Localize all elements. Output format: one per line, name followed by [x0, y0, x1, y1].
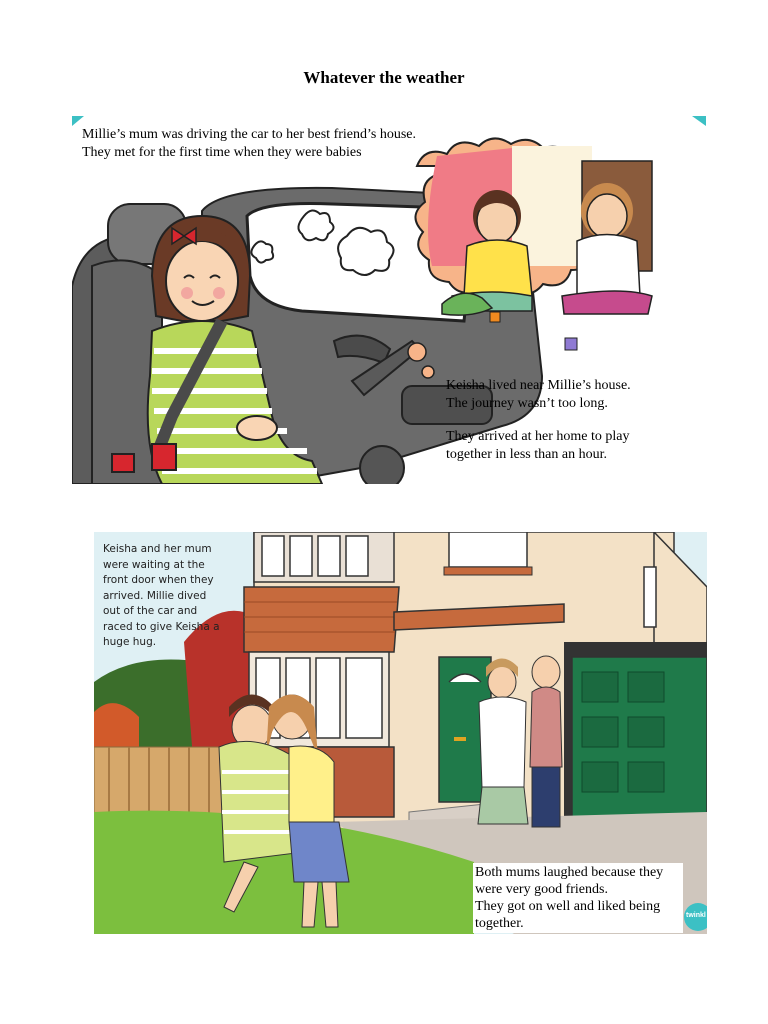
story-illustration-car: [72, 116, 706, 484]
caption-line: They arrived at her home to play: [446, 429, 630, 444]
caption-line: raced to give Keisha a: [103, 620, 220, 633]
caption-line: Keisha and her mum: [103, 543, 212, 555]
caption-keisha-nearby: [446, 377, 631, 413]
caption-waiting-at-door: [103, 542, 220, 651]
caption-line: The journey wasn’t too long.: [446, 396, 608, 411]
caption-line: Millie’s mum was driving the car to her best friend’s house.: [82, 127, 416, 142]
caption-line: together.: [475, 916, 524, 931]
caption-line: were very good friends.: [475, 882, 608, 897]
caption-car-journey: [82, 126, 416, 162]
caption-line: They got on well and liked being: [475, 899, 661, 914]
caption-line: Both mums laughed because they: [475, 865, 664, 880]
caption-line: front door when they: [103, 574, 214, 586]
page-title: Whatever the weather: [303, 68, 465, 87]
caption-line: Keisha lived near Millie’s house.: [446, 378, 631, 393]
caption-line: huge hug.: [103, 636, 157, 648]
twinkl-logo: twinkl: [686, 912, 706, 919]
caption-line: They met for the first time when they were babies: [82, 145, 362, 160]
caption-line: together in less than an hour.: [446, 447, 607, 462]
caption-arrival: [446, 428, 629, 464]
story-illustration-hug: [94, 532, 707, 934]
caption-line: out of the car and: [103, 605, 198, 617]
caption-line: arrived. Millie dived: [103, 589, 207, 602]
caption-line: were waiting at the: [103, 558, 205, 571]
caption-mums-laughed: [473, 863, 683, 933]
